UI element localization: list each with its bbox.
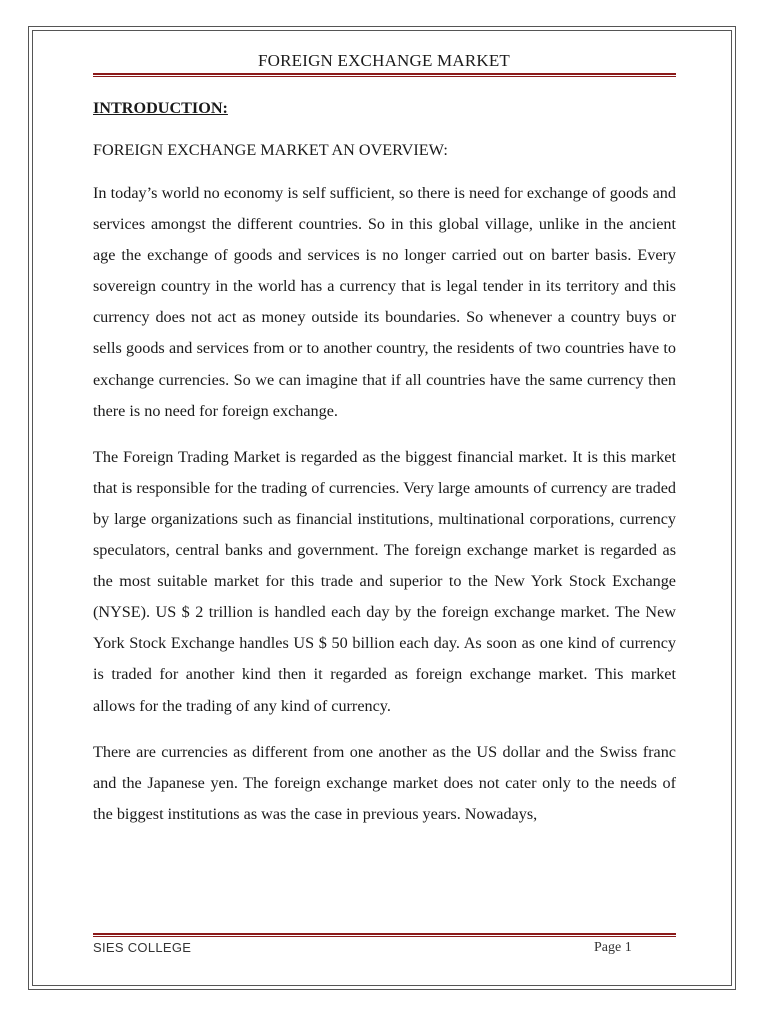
section-subheading: FOREIGN EXCHANGE MARKET AN OVERVIEW: (93, 141, 448, 159)
document-body (93, 96, 676, 845)
page-header-title: FOREIGN EXCHANGE MARKET (257, 51, 511, 70)
paragraph-1: In today’s world no economy is self sufficient, so there is need for exchange of goods and services amongst the different countries. So in this global village, unlike in the ancient age the exchange of goods and services is no longer carried out on barter basis. Every sovereign country in the world has a currency that is legal tender in its territory and this currency does not act as money outside its boundaries. So whenever a country buys or sells goods and services from or to another country, the residents of two countries have to exchange currencies. So we can imagine that if all countries have the same currency then there is no need for foreign exchange. (93, 184, 676, 420)
footer-page-number: Page 1 (594, 940, 632, 955)
footer-college-name: SIES COLLEGE (93, 940, 192, 955)
header-rule (93, 73, 676, 77)
paragraph-2: The Foreign Trading Market is regarded as the biggest financial market. It is this market that is responsible for the trading of currencies. Very large amounts of currency are traded by large organizations such as financial institutions, multinational corporations, currency speculators, central banks and government. The foreign exchange market is regarded as the most suitable market for this trade and superior to the New York Stock Exchange (NYSE). US $ 2 trillion is handled each day by the foreign exchange market. The New York Stock Exchange handles US $ 50 billion each day. As soon as one kind of currency is traded for another kind then it regarded as foreign exchange market. This market allows for the trading of any kind of currency. (93, 447, 676, 715)
paragraph-3: There are currencies as different from one another as the US dollar and the Swiss franc and the Japanese yen. The foreign exchange market does not cater only to the needs of the biggest institutions as was the case in previous years. Nowadays, (93, 742, 676, 823)
section-heading: INTRODUCTION: (93, 99, 228, 117)
footer-rule (93, 933, 676, 937)
